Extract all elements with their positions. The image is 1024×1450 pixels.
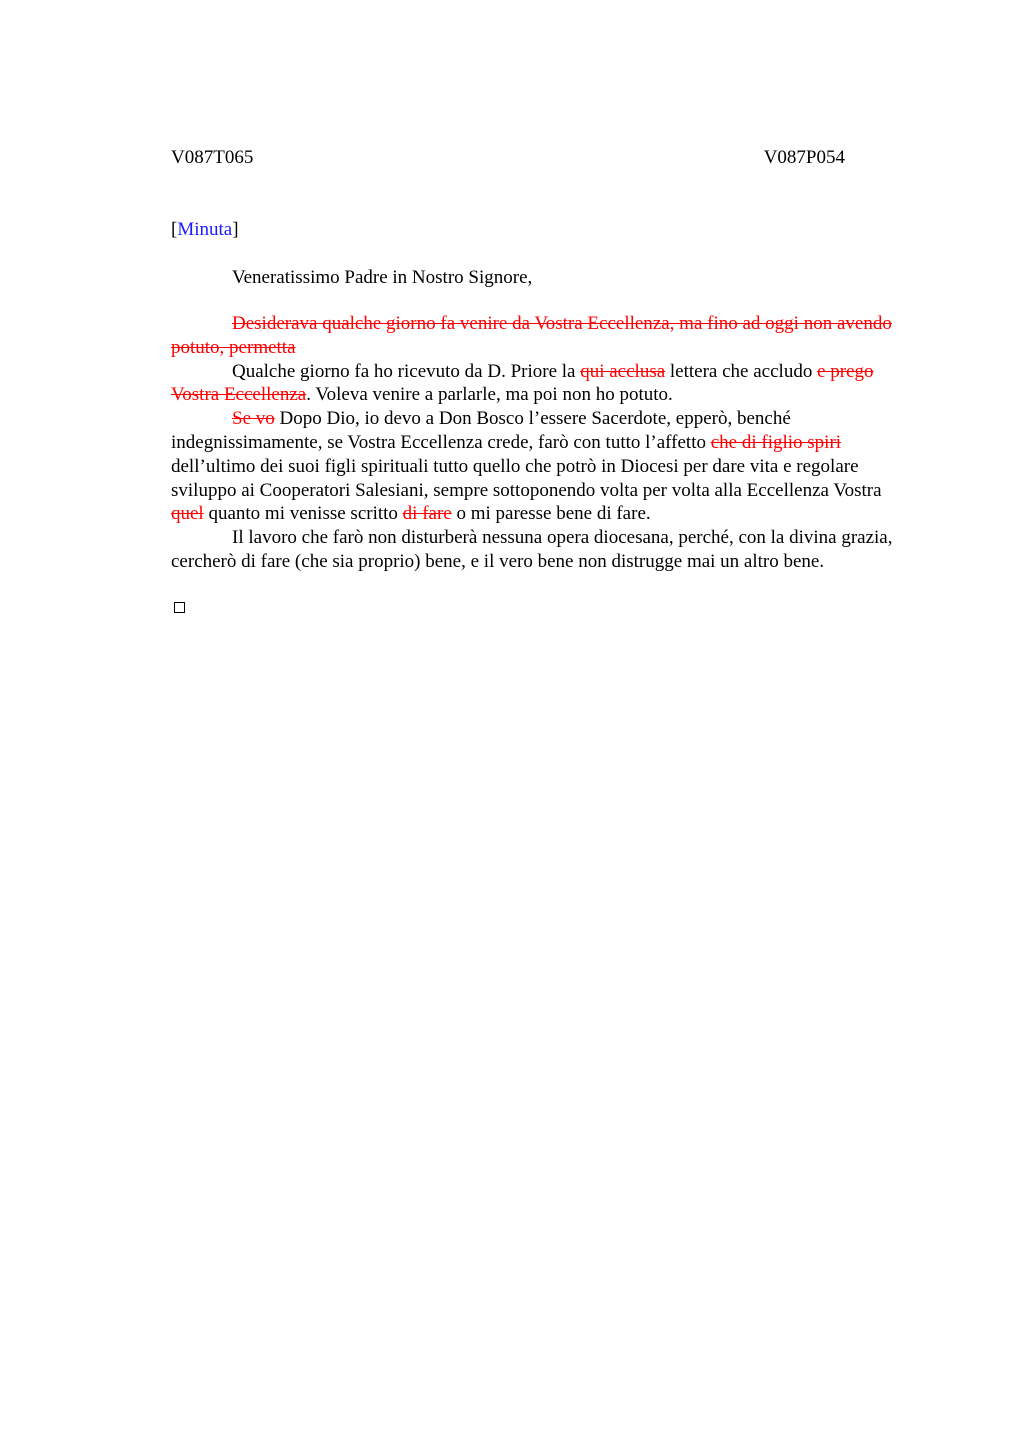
letter-paragraph [171,526,919,574]
deleted-text: e prego Vostra Eccellenza [171,360,874,406]
paragraph-text: Dopo Dio, io devo a Don Bosco l’essere Sacerdote, epperò, benché indegnissimamente, se Vostra Eccellenza crede, farò con tutto l’affetto [171,408,791,453]
deleted-text: che di figlio spiri [710,431,842,453]
paragraph-text: . Voleva venire a parlarle, ma poi non ho potuto. [306,384,673,406]
deleted-text: Se vo [232,408,275,430]
deleted-text: quel [171,503,204,525]
label-close-bracket: ] [232,219,239,240]
paragraph-text: quanto mi venisse scritto [203,503,403,525]
paragraph-text: Qualche giorno fa ho ricevuto da D. Priore la [232,360,581,382]
paragraph-text: o mi paresse bene di fare. [451,503,651,525]
document-type-label [171,218,239,242]
label-text: Minuta [177,219,233,240]
label-open-bracket: [ [171,219,178,240]
letter-body [171,312,919,574]
paragraph-text: lettera che accludo [665,360,818,382]
deleted-text: qui acclusa [580,360,666,382]
letter-paragraph [171,312,919,360]
paragraph-text: dell’ultimo dei suoi figli spirituali tutto quello che potrò in Diocesi per dare vita e regolare sviluppo ai Cooperatori Salesiani, sempre sottoponendo volta per volta alla Eccellenza Vostra [171,455,882,501]
end-marker-box [174,602,185,613]
deleted-text: di fare [402,503,452,525]
document-code-right: V087P054 [763,147,845,168]
document-code-left: V087T065 [171,147,254,168]
letter-paragraph [171,407,919,526]
salutation: Veneratissimo Padre in Nostro Signore, [232,267,533,288]
paragraph-text: Il lavoro che farò non disturberà nessuna opera diocesana, perché, con la divina grazia, cercherò di fare (che sia proprio) bene, e il vero bene non distrugge mai un altro bene. [171,527,893,572]
deleted-text: Desiderava qualche giorno fa venire da Vostra Eccellenza, ma fino ad oggi non avendo potuto, permetta [171,313,892,358]
letter-paragraph [171,360,919,408]
